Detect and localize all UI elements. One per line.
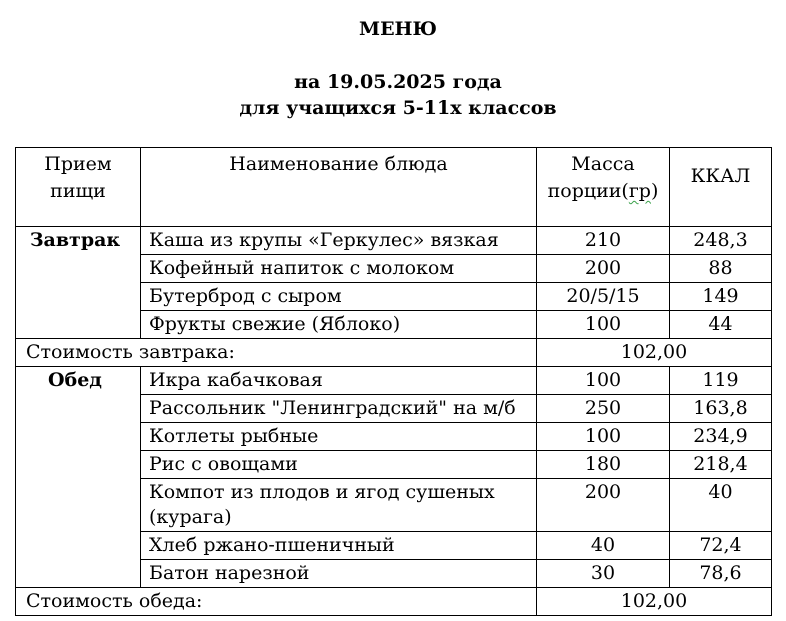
dish-mass: 200 <box>537 255 670 283</box>
breakfast-cost-row <box>16 339 772 367</box>
menu-date: на 19.05.2025 года <box>294 71 502 93</box>
dish-mass: 40 <box>537 532 670 560</box>
dish-name: Фрукты свежие (Яблоко) <box>141 311 537 339</box>
dish-kcal: 218,4 <box>670 451 772 479</box>
menu-audience: для учащихся 5-11х классов <box>239 97 557 119</box>
menu-title: МЕНЮ <box>359 18 437 40</box>
lunch-cost-value: 102,00 <box>537 588 772 616</box>
dish-kcal: 248,3 <box>670 227 772 255</box>
dish-kcal: 88 <box>670 255 772 283</box>
dish-mass: 200 <box>537 479 670 532</box>
lunch-cost-label: Стоимость обеда: <box>16 588 537 616</box>
lunch-cost-row <box>16 588 772 616</box>
dish-kcal: 44 <box>670 311 772 339</box>
dish-kcal: 234,9 <box>670 423 772 451</box>
header-mass-line1: Масса <box>571 153 635 175</box>
dish-name: Хлеб ржано-пшеничный <box>141 532 537 560</box>
dish-kcal: 119 <box>670 367 772 395</box>
dish-kcal: 40 <box>670 479 772 532</box>
dish-kcal: 72,4 <box>670 532 772 560</box>
table-header-row <box>16 148 772 227</box>
dish-mass: 210 <box>537 227 670 255</box>
dish-name: Икра кабачковая <box>141 367 537 395</box>
menu-table <box>15 147 772 616</box>
dish-mass: 20/5/15 <box>537 283 670 311</box>
dish-name-text: Компот из плодов и ягод сушеных (курага) <box>149 481 495 528</box>
breakfast-cost-value: 102,00 <box>537 339 772 367</box>
dish-kcal: 78,6 <box>670 560 772 588</box>
dish-name <box>141 395 537 423</box>
dish-name: Кофейный напиток с молоком <box>141 255 537 283</box>
dish-name <box>141 479 537 532</box>
header-mass <box>537 148 670 227</box>
dish-mass: 100 <box>537 423 670 451</box>
dish-kcal: 163,8 <box>670 395 772 423</box>
dish-name: Каша из крупы «Геркулес» вязкая <box>141 227 537 255</box>
header-meal-line2: пищи <box>50 180 106 202</box>
dish-name: Котлеты рыбные <box>141 423 537 451</box>
meal-label-lunch: Обед <box>16 367 141 588</box>
dish-mass: 100 <box>537 311 670 339</box>
breakfast-cost-label: Стоимость завтрака: <box>16 339 537 367</box>
header-meal <box>16 148 141 227</box>
header-mass-line2-c: ) <box>650 180 659 202</box>
header-mass-line2 <box>537 178 669 205</box>
dish-name-text: Рассольник "Ленинградский" на м/б <box>149 397 516 419</box>
dish-mass: 250 <box>537 395 670 423</box>
dish-mass: 100 <box>537 367 670 395</box>
header-meal-line1: Прием <box>44 153 112 175</box>
dish-name: Рис с овощами <box>141 451 537 479</box>
dish-name: Бутерброд с сыром <box>141 283 537 311</box>
header-mass-line2-a: порции( <box>547 180 629 202</box>
header-kcal: ККАЛ <box>670 148 772 227</box>
meal-label-breakfast: Завтрак <box>16 227 141 339</box>
dish-kcal: 149 <box>670 283 772 311</box>
table-row <box>16 227 772 255</box>
header-dish: Наименование блюда <box>141 148 537 227</box>
header-mass-line2-unit: гр <box>628 180 651 202</box>
dish-name: Батон нарезной <box>141 560 537 588</box>
table-row <box>16 367 772 395</box>
dish-mass: 180 <box>537 451 670 479</box>
dish-mass: 30 <box>537 560 670 588</box>
